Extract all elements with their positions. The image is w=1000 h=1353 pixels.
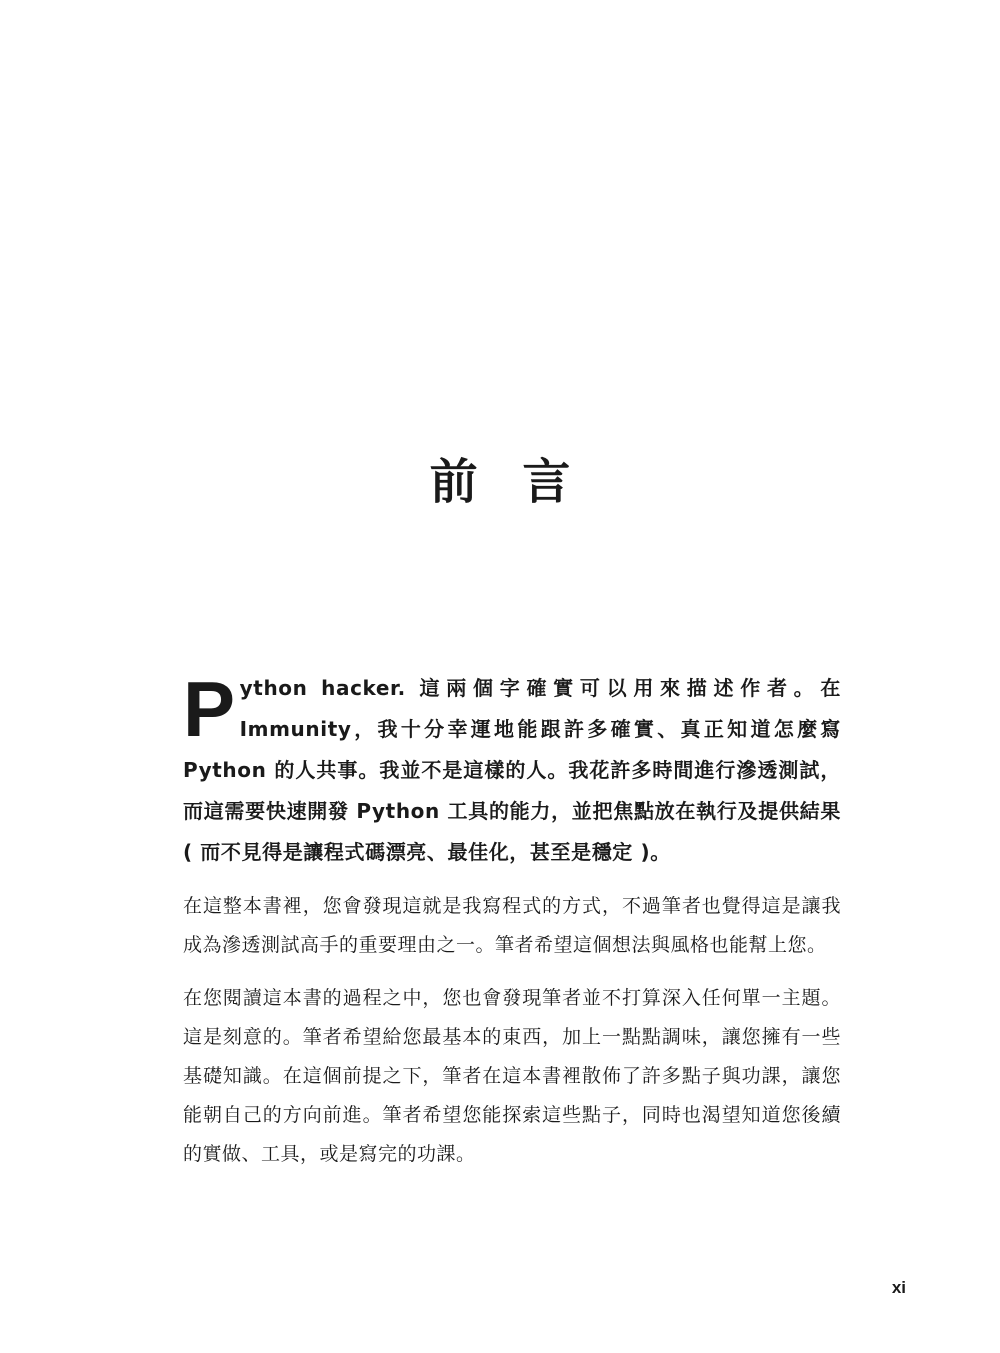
page-number: xi — [891, 1278, 906, 1297]
drop-cap: P — [183, 665, 236, 753]
paragraph-2: 在您閱讀這本書的過程之中，您也會發現筆者並不打算深入任何單一主題。這是刻意的。筆者希望給您最基本的東西，加上一點點調味，讓您擁有一些基礎知識。在這個前提之下，筆者在這本書裡散佈了許多點子與功課，讓您能朝自己的方向前進。筆者希望您能探索這些點子，同時也渴望知道您後續的實做、工具，或是寫完的功課。 — [183, 987, 841, 1165]
paragraph-1: 在這整本書裡，您會發現這就是我寫程式的方式，不過筆者也覺得這是讓我成為滲透測試高手的重要理由之一。筆者希望這個想法與風格也能幫上您。 — [183, 895, 841, 956]
preface-body — [183, 665, 841, 1188]
intro-text: ython hacker. 這兩個字確實可以用來描述作者。在 Immunity，我十分幸運地能跟許多確實、真正知道怎麼寫 Python 的人共事。我並不是這樣的人。我花許多時間進行滲透測試，而這需要快速開發 Python 工具的能力，並把焦點放在執行及提供結果 ( 而不見得是讓程式碼漂亮、最佳化，甚至是穩定 )。 — [183, 676, 841, 864]
page-title: 前 言 — [429, 454, 585, 511]
intro-paragraph — [183, 665, 841, 873]
